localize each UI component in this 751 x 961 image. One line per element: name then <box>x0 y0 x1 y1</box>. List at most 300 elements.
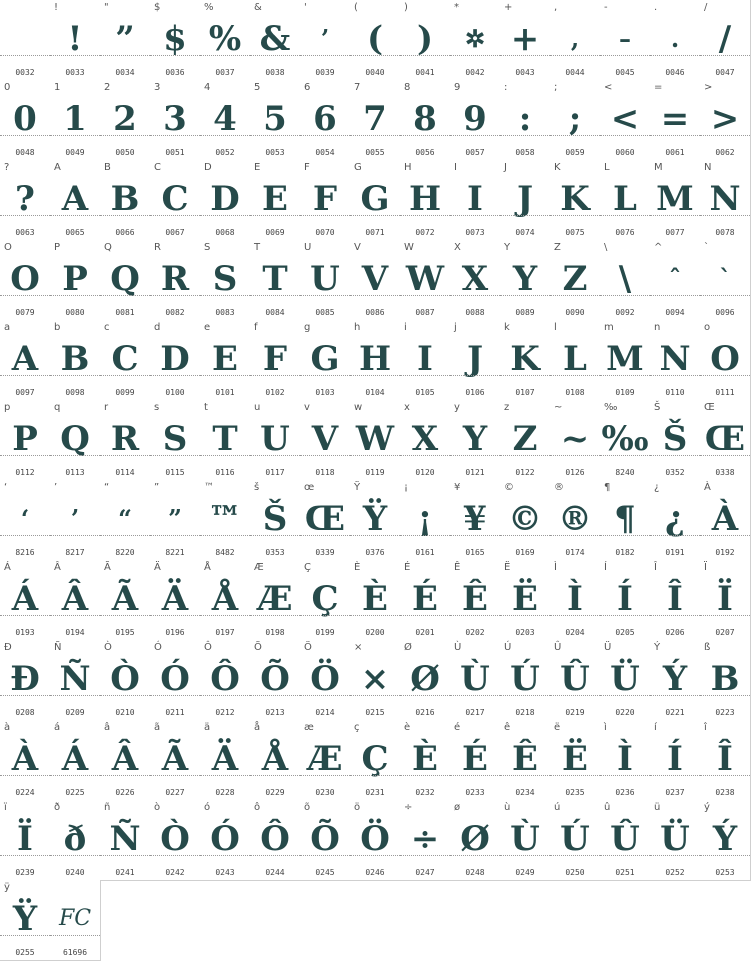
glyph-label: Â <box>54 562 61 573</box>
glyph-label: & <box>254 2 262 13</box>
baseline-divider <box>100 135 150 136</box>
glyph-label: ô <box>254 802 261 813</box>
glyph-preview: P <box>62 259 88 299</box>
glyph-label: g <box>304 322 311 333</box>
glyph-preview: Ð <box>10 659 40 699</box>
glyph-label: 9 <box>454 82 461 93</box>
glyph-code: 0207 <box>715 628 735 637</box>
glyph-cell <box>0 480 51 561</box>
glyph-label: À <box>704 482 711 493</box>
glyph-label: X <box>454 242 461 253</box>
glyph-cell <box>200 80 251 161</box>
baseline-divider <box>450 855 500 856</box>
glyph-cell <box>250 80 301 161</box>
baseline-divider <box>400 855 450 856</box>
glyph-label: N <box>704 162 712 173</box>
glyph-label: Ÿ <box>354 482 361 493</box>
baseline-divider <box>700 135 750 136</box>
glyph-preview: H <box>358 339 392 379</box>
glyph-cell <box>650 560 701 641</box>
baseline-divider <box>200 455 250 456</box>
glyph-preview: O <box>710 339 740 379</box>
glyph-code: 0228 <box>215 788 235 797</box>
glyph-code: 61696 <box>62 948 88 957</box>
baseline-divider <box>150 615 200 616</box>
glyph-label: J <box>504 162 507 173</box>
glyph-label: Õ <box>254 642 262 653</box>
glyph-code: 0234 <box>515 788 535 797</box>
glyph-code: 0200 <box>365 628 385 637</box>
glyph-code: 0080 <box>65 308 85 317</box>
glyph-preview: Í <box>617 579 633 619</box>
glyph-code: 0061 <box>665 148 685 157</box>
glyph-label: T <box>254 242 261 253</box>
baseline-divider <box>300 855 350 856</box>
glyph-cell <box>300 800 351 881</box>
glyph-cell <box>50 240 101 321</box>
glyph-preview: \ <box>618 259 632 299</box>
baseline-divider <box>500 855 550 856</box>
baseline-divider <box>550 295 600 296</box>
glyph-label: 2 <box>104 82 111 93</box>
baseline-divider <box>250 215 300 216</box>
baseline-divider <box>150 135 200 136</box>
baseline-divider <box>300 375 350 376</box>
glyph-cell <box>550 320 601 401</box>
glyph-label: 4 <box>204 82 211 93</box>
glyph-preview: Y <box>462 419 488 459</box>
glyph-cell <box>350 480 401 561</box>
glyph-label: Å <box>204 562 211 573</box>
glyph-cell <box>200 480 251 561</box>
glyph-code: 0097 <box>15 388 35 397</box>
glyph-cell <box>600 0 651 81</box>
glyph-label: Ø <box>404 642 412 653</box>
glyph-cell <box>650 400 701 481</box>
glyph-code: 0075 <box>565 228 585 237</box>
baseline-divider <box>550 455 600 456</box>
glyph-code: 0236 <box>615 788 635 797</box>
baseline-divider <box>700 375 750 376</box>
glyph-code: 0224 <box>15 788 35 797</box>
glyph-label: S <box>204 242 211 253</box>
glyph-cell <box>100 320 151 401</box>
glyph-code: 0054 <box>315 148 335 157</box>
glyph-cell <box>550 400 601 481</box>
glyph-cell <box>400 720 451 801</box>
glyph-label: Z <box>554 242 561 253</box>
glyph-preview: Æ <box>257 579 293 619</box>
glyph-label: ù <box>504 802 511 813</box>
baseline-divider <box>200 855 250 856</box>
glyph-preview: Ÿ <box>12 899 38 939</box>
glyph-code: 0244 <box>265 868 285 877</box>
glyph-label: Ì <box>554 562 557 573</box>
glyph-label: Ô <box>204 642 212 653</box>
glyph-label: í <box>654 722 657 733</box>
glyph-label: / <box>704 2 708 13</box>
glyph-cell <box>700 400 751 481</box>
glyph-label: È <box>354 562 361 573</box>
glyph-preview: : <box>518 99 532 139</box>
glyph-label: ¿ <box>654 482 660 493</box>
glyph-label: ã <box>154 722 161 733</box>
glyph-code: 8221 <box>165 548 185 557</box>
glyph-preview: % <box>208 19 242 59</box>
glyph-preview: R <box>160 259 190 299</box>
glyph-cell <box>350 560 401 641</box>
baseline-divider <box>350 535 400 536</box>
glyph-preview: & <box>259 19 291 59</box>
glyph-label: E <box>254 162 261 173</box>
glyph-preview: E <box>212 339 238 379</box>
baseline-divider <box>200 135 250 136</box>
glyph-cell <box>500 400 551 481</box>
glyph-code: 0118 <box>315 468 335 477</box>
baseline-divider <box>200 615 250 616</box>
glyph-label: ý <box>704 802 710 813</box>
baseline-divider <box>250 775 300 776</box>
glyph-code: 0065 <box>65 228 85 237</box>
baseline-divider <box>700 55 750 56</box>
glyph-preview: C <box>111 339 139 379</box>
glyph-code: 0105 <box>415 388 435 397</box>
glyph-preview: P <box>12 419 38 459</box>
baseline-divider <box>600 295 650 296</box>
glyph-label: l <box>554 322 557 333</box>
glyph-preview: . <box>670 24 680 53</box>
glyph-preview: Í <box>667 739 683 779</box>
glyph-label: Ã <box>104 562 111 573</box>
glyph-cell <box>250 0 301 81</box>
glyph-label: Ö <box>304 642 312 653</box>
glyph-cell <box>600 400 651 481</box>
glyph-preview: M <box>606 339 644 379</box>
baseline-divider <box>0 535 50 536</box>
glyph-label: ú <box>554 802 561 813</box>
glyph-preview: / <box>718 19 732 59</box>
glyph-cell <box>700 240 751 321</box>
baseline-divider <box>0 855 50 856</box>
glyph-preview: O <box>10 259 40 299</box>
glyph-preview: K <box>510 339 540 379</box>
glyph-code: 0117 <box>265 468 285 477</box>
glyph-cell <box>50 720 101 801</box>
baseline-divider <box>300 455 350 456</box>
glyph-label: × <box>354 642 363 653</box>
glyph-label: p <box>4 402 11 413</box>
glyph-cell <box>350 720 401 801</box>
glyph-code: 0253 <box>715 868 735 877</box>
baseline-divider <box>50 935 100 936</box>
glyph-code: 0169 <box>515 548 535 557</box>
glyph-cell <box>250 480 301 561</box>
glyph-label: ! <box>54 2 59 13</box>
glyph-preview: ¡ <box>417 499 433 539</box>
glyph-code: 0339 <box>315 548 335 557</box>
glyph-label: 6 <box>304 82 311 93</box>
glyph-cell <box>400 0 451 81</box>
glyph-preview: ‰ <box>601 419 649 459</box>
glyph-cell <box>200 720 251 801</box>
glyph-code: 0101 <box>215 388 235 397</box>
glyph-cell <box>200 0 251 81</box>
glyph-cell <box>150 400 201 481</box>
glyph-code: 0051 <box>165 148 185 157</box>
glyph-code: 0104 <box>365 388 385 397</box>
glyph-code: 0238 <box>715 788 735 797</box>
glyph-label: K <box>554 162 561 173</box>
glyph-code: 0082 <box>165 308 185 317</box>
glyph-preview: I <box>417 339 433 379</box>
glyph-preview: 7 <box>363 99 387 139</box>
glyph-preview: Á <box>11 579 39 619</box>
baseline-divider <box>250 535 300 536</box>
glyph-code: 0214 <box>315 708 335 717</box>
glyph-cell <box>600 480 651 561</box>
glyph-label: ® <box>554 482 564 493</box>
baseline-divider <box>700 215 750 216</box>
glyph-cell <box>250 400 301 481</box>
glyph-label: t <box>204 402 208 413</box>
glyph-preview: Ç <box>361 739 389 779</box>
glyph-code: 0240 <box>65 868 85 877</box>
baseline-divider <box>50 135 100 136</box>
baseline-divider <box>650 375 700 376</box>
glyph-cell <box>200 400 251 481</box>
glyph-label: ß <box>704 642 711 653</box>
baseline-divider <box>650 535 700 536</box>
glyph-cell <box>100 160 151 241</box>
baseline-divider <box>350 615 400 616</box>
glyph-label: R <box>154 242 161 253</box>
glyph-label: < <box>604 82 613 93</box>
glyph-code: 0113 <box>65 468 85 477</box>
glyph-preview: Œ <box>304 499 346 539</box>
glyph-label: ð <box>54 802 61 813</box>
glyph-code: 0227 <box>165 788 185 797</box>
glyph-code: 0225 <box>65 788 85 797</box>
baseline-divider <box>450 535 500 536</box>
baseline-divider <box>300 135 350 136</box>
glyph-code: 0247 <box>415 868 435 877</box>
glyph-preview: T <box>262 259 288 299</box>
baseline-divider <box>600 375 650 376</box>
glyph-code: 0106 <box>465 388 485 397</box>
glyph-preview <box>0 14 50 56</box>
glyph-label: Û <box>554 642 562 653</box>
glyph-preview: D <box>160 339 190 379</box>
glyph-preview: I <box>467 179 483 219</box>
glyph-code: 0353 <box>265 548 285 557</box>
baseline-divider <box>450 695 500 696</box>
baseline-divider <box>400 775 450 776</box>
glyph-cell <box>550 160 601 241</box>
glyph-label: Ç <box>304 562 311 573</box>
baseline-divider <box>600 55 650 56</box>
glyph-cell <box>50 0 101 81</box>
glyph-cell <box>550 720 601 801</box>
glyph-preview: X <box>411 419 439 459</box>
glyph-code: 0055 <box>365 148 385 157</box>
baseline-divider <box>250 295 300 296</box>
glyph-preview: T <box>212 419 238 459</box>
glyph-cell <box>300 480 351 561</box>
glyph-cell <box>600 640 651 721</box>
glyph-cell <box>0 720 51 801</box>
glyph-cell <box>300 560 351 641</box>
glyph-preview: Ç <box>311 579 339 619</box>
glyph-code: 0056 <box>415 148 435 157</box>
glyph-preview: – <box>619 24 631 53</box>
glyph-cell <box>250 240 301 321</box>
glyph-code: 0087 <box>415 308 435 317</box>
baseline-divider <box>450 615 500 616</box>
glyph-cell <box>350 640 401 721</box>
baseline-divider <box>650 135 700 136</box>
glyph-preview: FC <box>58 906 92 931</box>
baseline-divider <box>650 215 700 216</box>
glyph-cell <box>250 720 301 801</box>
glyph-preview: ’ <box>320 24 330 53</box>
glyph-label: Ä <box>154 562 161 573</box>
glyph-preview: Î <box>667 579 683 619</box>
baseline-divider <box>700 855 750 856</box>
glyph-label: á <box>54 722 61 733</box>
glyph-code: 0037 <box>215 68 235 77</box>
glyph-code: 0070 <box>315 228 335 237</box>
glyph-label: Ù <box>454 642 462 653</box>
glyph-label: f <box>254 322 258 333</box>
glyph-preview: G <box>360 179 390 219</box>
glyph-code: 0109 <box>615 388 635 397</box>
glyph-code: 0046 <box>665 68 685 77</box>
baseline-divider <box>100 855 150 856</box>
glyph-cell <box>150 640 201 721</box>
baseline-divider <box>250 375 300 376</box>
baseline-divider <box>400 55 450 56</box>
glyph-cell <box>450 160 501 241</box>
baseline-divider <box>250 55 300 56</box>
glyph-preview: ` <box>719 264 731 293</box>
glyph-preview: Š <box>662 419 688 459</box>
glyph-preview: “ <box>118 504 132 533</box>
baseline-divider <box>150 55 200 56</box>
glyph-code: 0216 <box>415 708 435 717</box>
glyph-code: 0098 <box>65 388 85 397</box>
baseline-divider <box>500 135 550 136</box>
glyph-cell <box>150 160 201 241</box>
glyph-code: 0252 <box>665 868 685 877</box>
glyph-preview: ¥ <box>463 499 487 539</box>
glyph-preview: Ê <box>462 579 488 619</box>
glyph-code: 0053 <box>265 148 285 157</box>
glyph-preview: , <box>570 24 580 53</box>
glyph-label: ? <box>4 162 10 173</box>
glyph-label: d <box>154 322 161 333</box>
glyph-label: - <box>604 2 608 13</box>
glyph-code: 0099 <box>115 388 135 397</box>
glyph-preview: L <box>613 179 637 219</box>
glyph-code: 0195 <box>115 628 135 637</box>
glyph-preview: © <box>508 499 542 539</box>
glyph-preview: Ü <box>610 659 640 699</box>
glyph-preview: H <box>408 179 442 219</box>
glyph-code: 0077 <box>665 228 685 237</box>
glyph-label: " <box>104 2 109 13</box>
baseline-divider <box>350 775 400 776</box>
glyph-code: 0174 <box>565 548 585 557</box>
glyph-label: ) <box>404 2 408 13</box>
glyph-code: 0249 <box>515 868 535 877</box>
glyph-label: x <box>404 402 410 413</box>
glyph-label: Æ <box>254 562 264 573</box>
glyph-code: 0246 <box>365 868 385 877</box>
baseline-divider <box>450 375 500 376</box>
glyph-preview: Õ <box>260 659 290 699</box>
glyph-cell <box>700 0 751 81</box>
glyph-code: 0235 <box>565 788 585 797</box>
glyph-preview: 1 <box>63 99 87 139</box>
glyph-label: ™ <box>204 482 214 493</box>
glyph-label: 7 <box>354 82 361 93</box>
glyph-label: é <box>454 722 461 733</box>
glyph-label: V <box>354 242 361 253</box>
glyph-label: $ <box>154 2 161 13</box>
glyph-preview: À <box>711 499 739 539</box>
baseline-divider <box>700 455 750 456</box>
glyph-cell <box>0 800 51 881</box>
glyph-label: W <box>404 242 414 253</box>
baseline-divider <box>550 55 600 56</box>
glyph-cell <box>350 320 401 401</box>
glyph-label: q <box>54 402 61 413</box>
glyph-label: 1 <box>54 82 61 93</box>
glyph-preview: V <box>361 259 389 299</box>
glyph-code: 0202 <box>465 628 485 637</box>
glyph-preview: Â <box>61 579 89 619</box>
glyph-cell <box>400 560 451 641</box>
glyph-label: Ð <box>4 642 12 653</box>
glyph-preview: Î <box>717 739 733 779</box>
glyph-cell <box>50 320 101 401</box>
glyph-preview: B <box>110 179 140 219</box>
baseline-divider <box>200 535 250 536</box>
glyph-cell <box>400 320 451 401</box>
glyph-cell <box>100 240 151 321</box>
glyph-cell <box>150 0 201 81</box>
baseline-divider <box>550 375 600 376</box>
glyph-cell <box>350 400 401 481</box>
baseline-divider <box>700 615 750 616</box>
glyph-label: ` <box>704 242 709 253</box>
baseline-divider <box>300 535 350 536</box>
glyph-preview: Ë <box>562 739 588 779</box>
glyph-code: 0059 <box>565 148 585 157</box>
glyph-label: M <box>654 162 663 173</box>
glyph-code: 0100 <box>165 388 185 397</box>
glyph-label: ' <box>304 2 307 13</box>
glyph-preview: Ù <box>510 819 540 859</box>
glyph-cell <box>700 800 751 881</box>
baseline-divider <box>550 775 600 776</box>
glyph-preview: Ì <box>617 739 633 779</box>
baseline-divider <box>150 695 200 696</box>
glyph-label: © <box>504 482 514 493</box>
glyph-cell <box>550 240 601 321</box>
baseline-divider <box>100 535 150 536</box>
glyph-label: . <box>654 2 658 13</box>
